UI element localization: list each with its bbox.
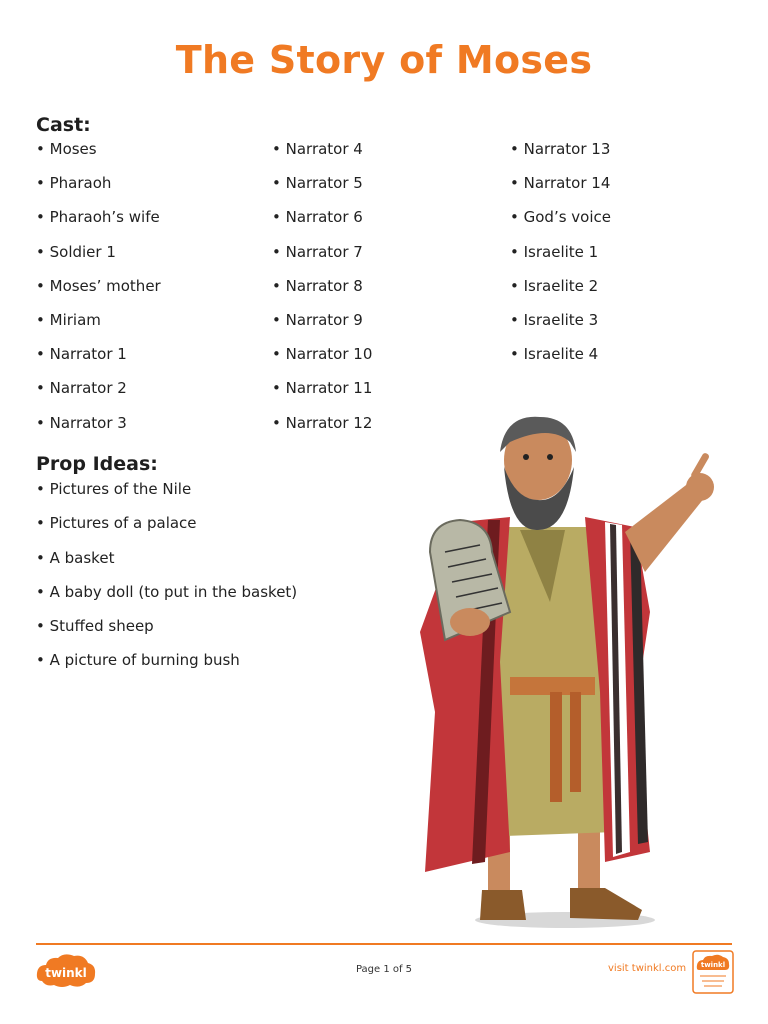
moses-illustration <box>400 412 730 932</box>
prop-item: • A basket <box>36 548 297 582</box>
prop-item: • A picture of burning bush <box>36 650 297 684</box>
cast-item: • Pharaoh’s wife <box>36 207 161 241</box>
cast-heading: Cast: <box>36 114 91 136</box>
cast-item: • Narrator 5 <box>272 173 372 207</box>
prop-item: • A baby doll (to put in the basket) <box>36 582 297 616</box>
cast-item: • Narrator 13 <box>510 139 611 173</box>
cast-item: • Narrator 7 <box>272 242 372 276</box>
prop-ideas-list <box>36 479 297 685</box>
cast-item: • Narrator 1 <box>36 344 161 378</box>
cast-item: • Israelite 4 <box>510 344 611 378</box>
prop-ideas-heading: Prop Ideas: <box>36 453 158 475</box>
cast-item: • Narrator 9 <box>272 310 372 344</box>
prop-item: • Stuffed sheep <box>36 616 297 650</box>
cast-item: • Moses <box>36 139 161 173</box>
cast-item: • Narrator 10 <box>272 344 372 378</box>
cast-item: • Israelite 2 <box>510 276 611 310</box>
quality-standard-badge <box>692 950 734 994</box>
cast-list-column-2 <box>272 139 372 447</box>
cast-item: • Narrator 12 <box>272 413 372 447</box>
cast-list-column-3 <box>510 139 611 378</box>
prop-item: • Pictures of the Nile <box>36 479 297 513</box>
prop-item: • Pictures of a palace <box>36 513 297 547</box>
cast-item: • Narrator 4 <box>272 139 372 173</box>
cast-item: • God’s voice <box>510 207 611 241</box>
cast-item: • Narrator 14 <box>510 173 611 207</box>
cast-item: • Narrator 8 <box>272 276 372 310</box>
footer-divider <box>36 943 732 945</box>
cast-item: • Moses’ mother <box>36 276 161 310</box>
cast-list-column-1 <box>36 139 161 447</box>
cast-item: • Narrator 3 <box>36 413 161 447</box>
logo-text: twinkl <box>45 966 87 980</box>
site-link[interactable]: visit twinkl.com <box>608 963 687 974</box>
page-number: Page 1 of 5 <box>355 964 413 975</box>
cast-item: • Narrator 11 <box>272 378 372 412</box>
cast-item: • Israelite 1 <box>510 242 611 276</box>
cast-item: • Narrator 6 <box>272 207 372 241</box>
cast-item: • Soldier 1 <box>36 242 161 276</box>
badge-text: twinkl <box>700 961 726 969</box>
cast-item: • Narrator 2 <box>36 378 161 412</box>
cast-item: • Pharaoh <box>36 173 161 207</box>
cast-item: • Israelite 3 <box>510 310 611 344</box>
cast-item: • Miriam <box>36 310 161 344</box>
page-title: The Story of Moses <box>175 38 593 82</box>
